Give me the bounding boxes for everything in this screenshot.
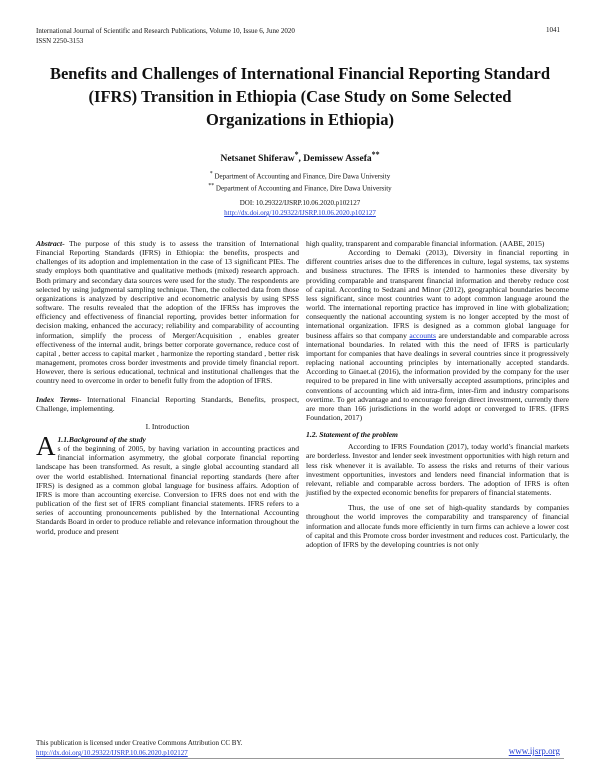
author-2: , Demissew Assefa: [298, 154, 372, 165]
affiliation-2: [0, 181, 600, 193]
affiliation-2-text: Department of Accounting and Finance, Dire Dawa University: [214, 184, 392, 193]
affiliation-2-mark: **: [208, 183, 215, 190]
author-1: Netsanet Shiferaw: [220, 154, 295, 165]
issn: ISSN 2250-3153: [36, 37, 84, 45]
running-header: [36, 26, 295, 46]
paragraph-demaki: [306, 248, 569, 422]
subsection-statement-of-problem: 1.2. Statement of the problem: [306, 430, 398, 440]
abstract-dash: -: [62, 239, 70, 248]
author-1-mark: *: [294, 150, 299, 159]
authors: [0, 150, 600, 164]
doi-block: [0, 198, 600, 218]
right-column: [306, 239, 569, 549]
footer-doi-link[interactable]: http://dx.doi.org/10.29322/IJSRP.10.06.2020.p102127: [36, 749, 188, 757]
subsection-background: 1.1.Background of the study: [57, 434, 146, 444]
doi-label: DOI: 10.29322/IJSRP.10.06.2020.p102127: [239, 199, 361, 207]
paper-title: Benefits and Challenges of International Financial Reporting Standard (IFRS) Transition in Ethiopia (Case Study on Some Selected Organizations in Ethiopia): [49, 64, 551, 129]
abstract-label: Abstract: [36, 239, 63, 248]
author-2-mark: **: [371, 150, 380, 159]
page-number: 1041: [546, 26, 560, 34]
index-terms-text: - International Financial Reporting Standards, Benefits, prospect, Challenge, implementing.: [36, 394, 299, 413]
journal-site-link[interactable]: www.ijsrp.org: [508, 746, 560, 756]
footer-rule: [36, 758, 564, 759]
paragraph-thus: Thus, the use of one set of high-quality standards by companies throughout the world improves the comparability and transparency of financial information and allocate funds more efficiently in turn firms can achieve a lower cost of capital and this Promote cross border investment and reduces cost. Particularly, the adoption of IFRS by the developing countries is not only: [306, 503, 569, 549]
affiliation-1: [0, 169, 600, 181]
intro-text: s of the beginning of 2005, by having variation in accounting practices and financial information asymmetry, the global corporate financial reporting landscape has been transformed. As result, a single global accounting standard all over the world established. International financial reporting standards (here after IFRS) is designed as a common global language for business affairs. Adoption of IFRS is more than accounting exercise. Conversion to IFRS does not end with the publication of the first set of IFRS compliant financial statements. IFRS refers to a series of accounting pronouncements published by the International Accounting Standards Board in order to produce reliable and relevance information throughout the world, produce and present: [36, 444, 299, 536]
intro-paragraph: [36, 430, 299, 536]
paragraph-demaki-text-a: According to Demaki (2013), Diversity in financial reporting in different countries arises due to the differences in culture, legal systems, tax systems and business structures. The IFRS is intended to harmonies these diversity by providing comparable and transparent financial information and thereby reduce cost of capital. According to Sedzani and Minor (2012), geographical boundaries become less significant, since most countries want to adopt common language around the world. The international reporting practice has improved in line with globalization; consequently the national accounting system is no longer accepted by the most of international organization. IFRS is designed as a common global language for business affairs so that company: [306, 248, 569, 340]
accounts-link[interactable]: accounts: [409, 330, 436, 340]
license-text: This publication is licensed under Creative Commons Attribution CC BY.: [36, 739, 243, 747]
footer: [36, 738, 242, 758]
doi-link[interactable]: http://dx.doi.org/10.29322/IJSRP.10.06.2020.p102127: [224, 209, 376, 217]
abstract-text: The purpose of this study is to assess the transition of International Financial Reporting Standards (IFRS) in Ethiopia: the benefits, prospects and challenges of its adoption and implementation in the case of 13 significant PIEs. The study employs both quantitative and qualitative methods (mixed) research approach. Both primary and secondary data sources were used for the study. The respondents are selected by using judgmental sampling technique. Then, the collected data from those organizations is analyzed by descriptive and econometric analysis by using SPSS software. The results revealed that the adoption of the IFRSs has improves the efficiency and effectiveness of financial reporting, provides better information for decision making, enhanced the accuracy; reliability and comparability of accounting information, simplify the process of Merger/Acquisition , enables greater effectiveness of the internal audit, brings better corporate governance, reduce cost of capital , better access to capital market , harmonize the reporting standard , better risk management, promotes cross border investments and provide timely financial report. However, there is serious educational, technical and institutional challenges that the country need to overcome in order to benefit fully from the adoption of IFRS.: [36, 239, 299, 386]
left-column: [36, 239, 299, 536]
paragraph-continued: high quality, transparent and comparable financial information. (AABE, 2015): [306, 239, 545, 248]
paragraph-ifrs-foundation: According to IFRS Foundation (2017), today world’s financial markets are borderless. Investor and lender seek investment opportunities with high return and less risk whenever it is available. To assess the risks and returns of their various investment opportunities, investors and lenders need financial information that is relevant, reliable and comparable across borders. The adoption of IFRS is often justified by the expected economic benefits for preparers of financial statements.: [306, 442, 569, 498]
affiliation-1-mark: *: [209, 171, 213, 177]
index-terms-label: Index Terms: [36, 394, 79, 404]
section-heading-introduction: I. Introduction: [145, 421, 190, 431]
abstract: [36, 239, 299, 386]
paragraph-demaki-text-b: are understandable and comparable across international boundaries. In related with this the need of IFRS is particularly important for companies that have dealings in several countries since it progressively replacing national accounting principles by internationally accepted standards. According to Ginaet.al (2016), the information provided by the company for the user required to be prepared in line with universally accepted assumptions, principles and conventions of accounting which aid intra-firm, inter-firm and industry comparisons overtime. To get advantage and to encourage foreign direct investment, currently there are more than 166 jurisdictions in the world adopt or converged to IFRS. (IFRS Foundation, 2017): [306, 330, 569, 422]
affiliations: [0, 169, 600, 194]
drop-cap: A: [36, 430, 56, 461]
journal-name: International Journal of Scientific and Research Publications, Volume 10, Issue 6, June 2020: [36, 27, 295, 35]
affiliation-1-text: Department of Accounting and Finance, Dire Dawa University: [212, 172, 391, 181]
index-terms: [36, 395, 299, 413]
